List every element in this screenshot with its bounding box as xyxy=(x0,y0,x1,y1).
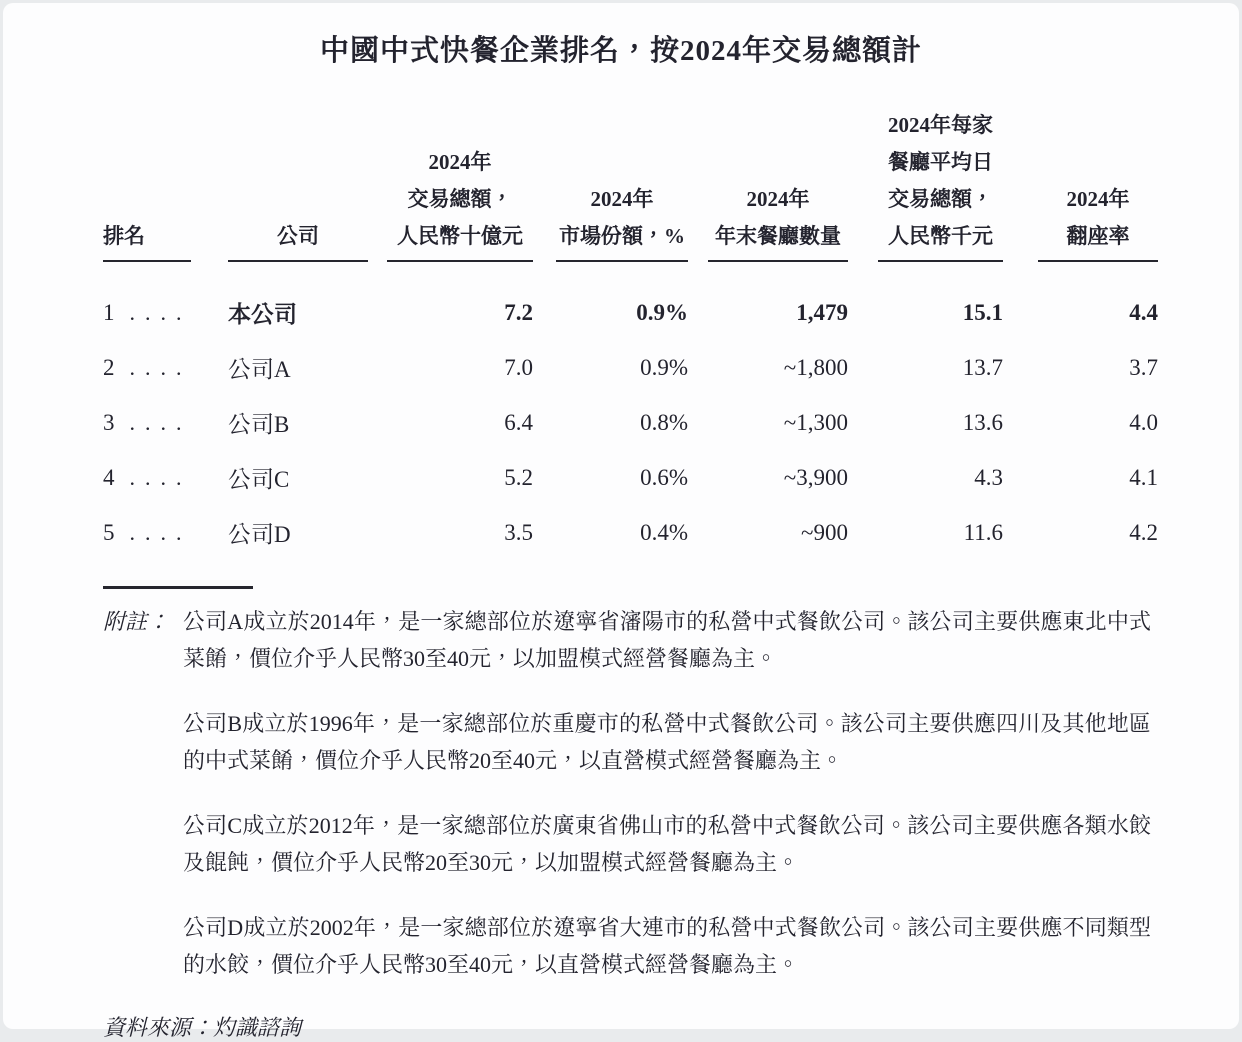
market-share-cell: 0.4% xyxy=(640,519,688,545)
restaurant-count-cell: ~1,800 xyxy=(783,354,848,380)
column-header-market-share xyxy=(533,107,688,262)
company-cell: 本公司 xyxy=(228,302,297,327)
note-paragraph-company-c: 公司C成立於2012年，是一家總部位於廣東省佛山市的私營中式餐飲公司。該公司主要供應各類水餃及餛飩，價位介乎人民幣20至30元，以加盟模式經營餐廳為主。 xyxy=(183,813,1151,875)
column-header-turnover-rate xyxy=(1003,107,1158,262)
rank-number: 2 xyxy=(103,354,115,380)
header-line: 2024年 xyxy=(428,150,492,174)
rank-dot-leader: .... xyxy=(129,299,192,325)
column-header-avg-daily-gtv xyxy=(848,107,1003,262)
market-share-cell: 0.8% xyxy=(640,409,688,435)
turnover-rate-cell: 4.2 xyxy=(1129,519,1158,545)
note-paragraph-company-a: 公司A成立於2014年，是一家總部位於遼寧省瀋陽市的私營中式餐飲公司。該公司主要供應東北中式菜餚，價位介乎人民幣30至40元，以加盟模式經營餐廳為主。 xyxy=(183,609,1151,671)
ranking-table xyxy=(103,107,1158,560)
header-line: 翻座率 xyxy=(1066,224,1130,248)
rank-dot-leader: .... xyxy=(129,354,192,380)
market-share-cell: 0.9% xyxy=(640,354,688,380)
column-header-restaurant-count xyxy=(688,107,848,262)
company-cell: 公司B xyxy=(228,412,290,437)
restaurant-count-cell: ~900 xyxy=(801,519,848,545)
market-share-cell: 0.9% xyxy=(636,299,688,325)
restaurant-count-cell: ~1,300 xyxy=(783,409,848,435)
table-row xyxy=(103,340,1158,395)
table-row xyxy=(103,450,1158,505)
header-line: 人民幣十億元 xyxy=(397,224,523,248)
restaurant-count-cell: ~3,900 xyxy=(783,464,848,490)
avg-daily-gtv-cell: 15.1 xyxy=(962,299,1003,325)
rank-dot-leader: .... xyxy=(129,409,192,435)
header-line: 年末餐廳數量 xyxy=(715,224,841,248)
gtv-cell: 7.2 xyxy=(504,299,533,325)
company-cell: 公司C xyxy=(228,467,290,492)
avg-daily-gtv-cell: 4.3 xyxy=(974,464,1003,490)
rank-number: 5 xyxy=(103,519,115,545)
market-share-cell: 0.6% xyxy=(640,464,688,490)
header-line: 2024年 xyxy=(590,187,654,211)
rank-cell xyxy=(103,395,193,450)
header-line: 市場份額，% xyxy=(559,224,685,248)
rank-number: 1 xyxy=(103,299,115,325)
header-line: 2024年 xyxy=(746,187,810,211)
column-header-rank xyxy=(103,107,193,262)
gtv-cell: 5.2 xyxy=(504,464,533,490)
document-page xyxy=(3,3,1239,1040)
header-line: 人民幣千元 xyxy=(888,224,993,248)
header-line: 公司 xyxy=(277,224,319,248)
column-header-gtv xyxy=(368,107,533,262)
turnover-rate-cell: 4.1 xyxy=(1129,464,1158,490)
rank-cell xyxy=(103,505,193,560)
column-header-company xyxy=(193,107,368,262)
turnover-rate-cell: 4.0 xyxy=(1129,409,1158,435)
table-row xyxy=(103,395,1158,450)
notes-divider xyxy=(103,586,253,589)
rank-dot-leader: .... xyxy=(129,519,192,545)
notes-section xyxy=(103,586,1151,983)
notes-label: 附註： xyxy=(103,609,170,634)
note-paragraph-company-d: 公司D成立於2002年，是一家總部位於遼寧省大連市的私營中式餐飲公司。該公司主要供應不同類型的水餃，價位介乎人民幣30至40元，以直營模式經營餐廳為主。 xyxy=(183,915,1151,977)
avg-daily-gtv-cell: 11.6 xyxy=(963,519,1003,545)
header-line: 交易總額， xyxy=(888,187,993,211)
table-row xyxy=(103,505,1158,560)
avg-daily-gtv-cell: 13.6 xyxy=(962,409,1003,435)
rank-cell xyxy=(103,450,193,505)
note-paragraph-company-b: 公司B成立於1996年，是一家總部位於重慶市的私營中式餐飲公司。該公司主要供應四川及其他地區的中式菜餚，價位介乎人民幣20至40元，以直營模式經營餐廳為主。 xyxy=(183,711,1151,773)
header-line: 排名 xyxy=(103,224,145,248)
rank-cell xyxy=(103,340,193,395)
turnover-rate-cell: 4.4 xyxy=(1129,299,1158,325)
header-line: 2024年 xyxy=(1066,187,1130,211)
company-cell: 公司A xyxy=(228,357,291,382)
header-line: 餐廳平均日 xyxy=(888,150,993,174)
header-line: 2024年每家 xyxy=(888,113,993,137)
header-line: 交易總額， xyxy=(407,187,513,211)
restaurant-count-cell: 1,479 xyxy=(796,299,848,325)
source-line: 資料來源：灼識諮詢 xyxy=(103,1015,302,1040)
rank-cell xyxy=(103,262,193,340)
gtv-cell: 3.5 xyxy=(504,519,533,545)
rank-number: 3 xyxy=(103,409,115,435)
table-header-row xyxy=(103,107,1158,262)
gtv-cell: 6.4 xyxy=(504,409,533,435)
rank-dot-leader: .... xyxy=(129,464,192,490)
notes-paragraphs xyxy=(183,603,1151,983)
gtv-cell: 7.0 xyxy=(504,354,533,380)
table-row xyxy=(103,262,1158,340)
rank-number: 4 xyxy=(103,464,115,490)
turnover-rate-cell: 3.7 xyxy=(1129,354,1158,380)
page-title: 中國中式快餐企業排名，按2024年交易總額計 xyxy=(319,35,922,67)
avg-daily-gtv-cell: 13.7 xyxy=(962,354,1003,380)
company-cell: 公司D xyxy=(228,522,291,547)
